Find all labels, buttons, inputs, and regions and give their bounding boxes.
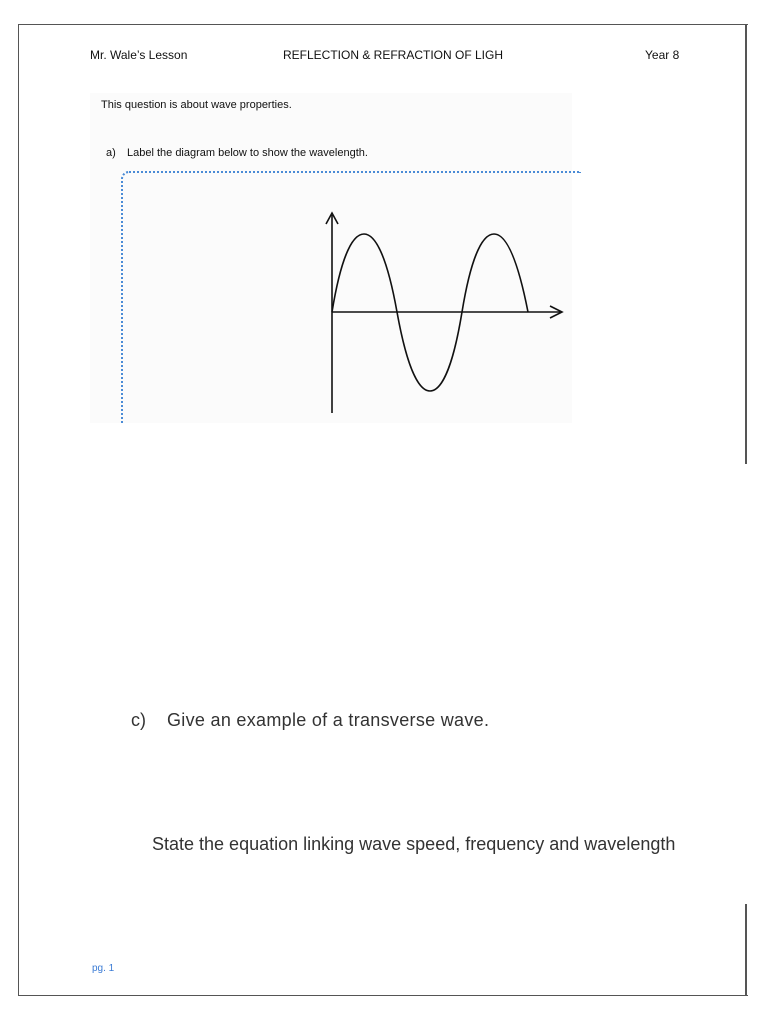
equation-question: State the equation linking wave speed, frequency and wavelength	[152, 834, 676, 854]
question-a-text: Label the diagram below to show the wavelength.	[127, 147, 368, 159]
page-frame-right-edge-lower	[745, 904, 747, 996]
wave-diagram	[320, 205, 570, 420]
header-teacher-lesson: Mr. Wale’s Lesson	[90, 48, 188, 62]
page-number: pg. 1	[92, 963, 115, 974]
page-frame-right-edge	[745, 24, 747, 464]
question-intro: This question is about wave properties.	[101, 99, 292, 111]
header-topic-title: REFLECTION & REFRACTION OF LIGH	[283, 48, 504, 62]
header-year-group: Year 8	[645, 48, 680, 62]
question-c-marker: c)	[131, 710, 146, 730]
question-a-marker: a)	[106, 147, 116, 159]
question-c-text: Give an example of a transverse wave.	[167, 710, 490, 730]
